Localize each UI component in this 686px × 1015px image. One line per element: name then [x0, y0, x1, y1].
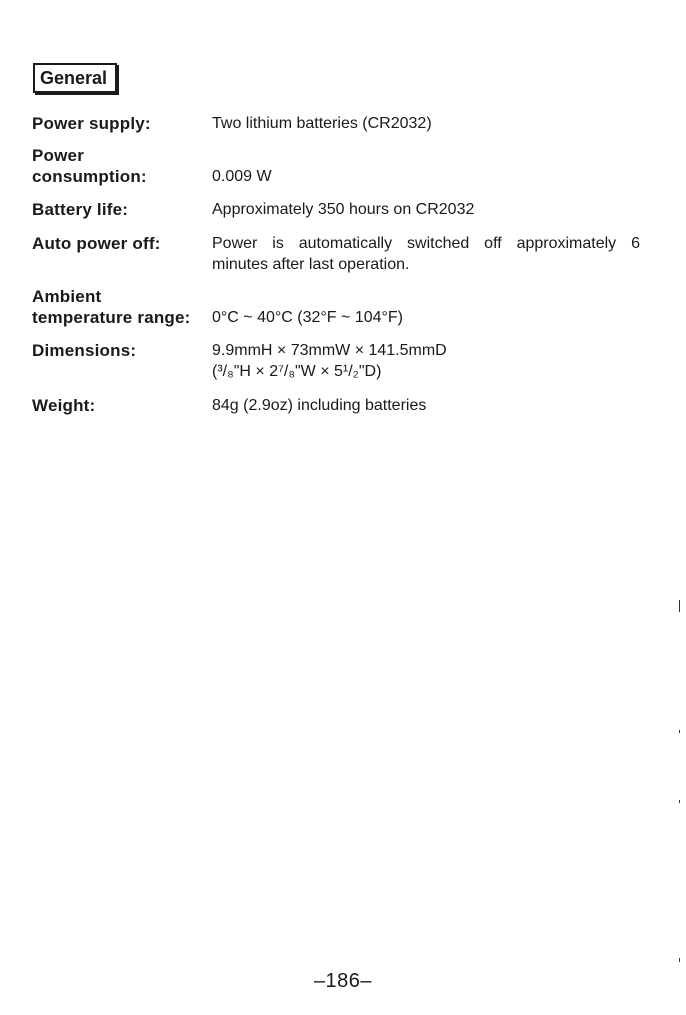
spec-value-dimensions-line2: (³/₈"H × 2⁷/₈"W × 5¹/₂"D): [212, 363, 382, 380]
word: switched: [407, 235, 470, 252]
word: approximately: [516, 235, 617, 252]
spec-value-weight: 84g (2.9oz) including batteries: [212, 397, 427, 414]
spec-value-ambient-temperature: 0°C ~ 40°C (32°F ~ 104°F): [212, 309, 404, 326]
page-number: –186–: [313, 970, 373, 992]
word: automatically: [298, 235, 393, 252]
spec-value-dimensions-line1: 9.9mmH × 73mmW × 141.5mmD: [212, 342, 447, 359]
spec-label-weight: Weight:: [32, 396, 96, 415]
scan-edge-mark: [679, 730, 680, 733]
scan-edge-mark: [679, 958, 680, 962]
spec-label-ambient-temperature-line1: Ambient: [32, 287, 102, 306]
spec-value-power-supply: Two lithium batteries (CR2032): [212, 115, 432, 132]
spec-label-dimensions: Dimensions:: [32, 341, 137, 360]
spec-value-auto-power-off: [212, 233, 642, 275]
spec-label-ambient-temperature-line2: temperature range:: [32, 308, 191, 327]
scan-edge-mark: [679, 600, 680, 612]
word: Power: [212, 235, 258, 252]
word: off: [484, 235, 502, 252]
section-heading-text: General: [40, 67, 108, 88]
spec-label-battery-life: Battery life:: [32, 200, 129, 219]
spec-value-battery-life: Approximately 350 hours on CR2032: [212, 201, 475, 218]
spec-value-dimensions: [212, 340, 447, 382]
spec-value-auto-power-off-line2: minutes after last operation.: [212, 256, 410, 273]
spec-label-power-supply: Power supply:: [32, 114, 151, 133]
spec-value-power-consumption: 0.009 W: [212, 168, 272, 185]
word: 6: [631, 235, 640, 252]
spec-value-auto-power-off-line1: [212, 233, 640, 254]
spec-label-power-consumption-line1: Power: [32, 146, 85, 165]
word: is: [272, 235, 284, 252]
spec-label-power-consumption-line2: consumption:: [32, 167, 147, 186]
spec-label-auto-power-off: Auto power off:: [32, 234, 161, 253]
section-heading: [33, 63, 117, 93]
scan-edge-mark: [679, 800, 680, 803]
